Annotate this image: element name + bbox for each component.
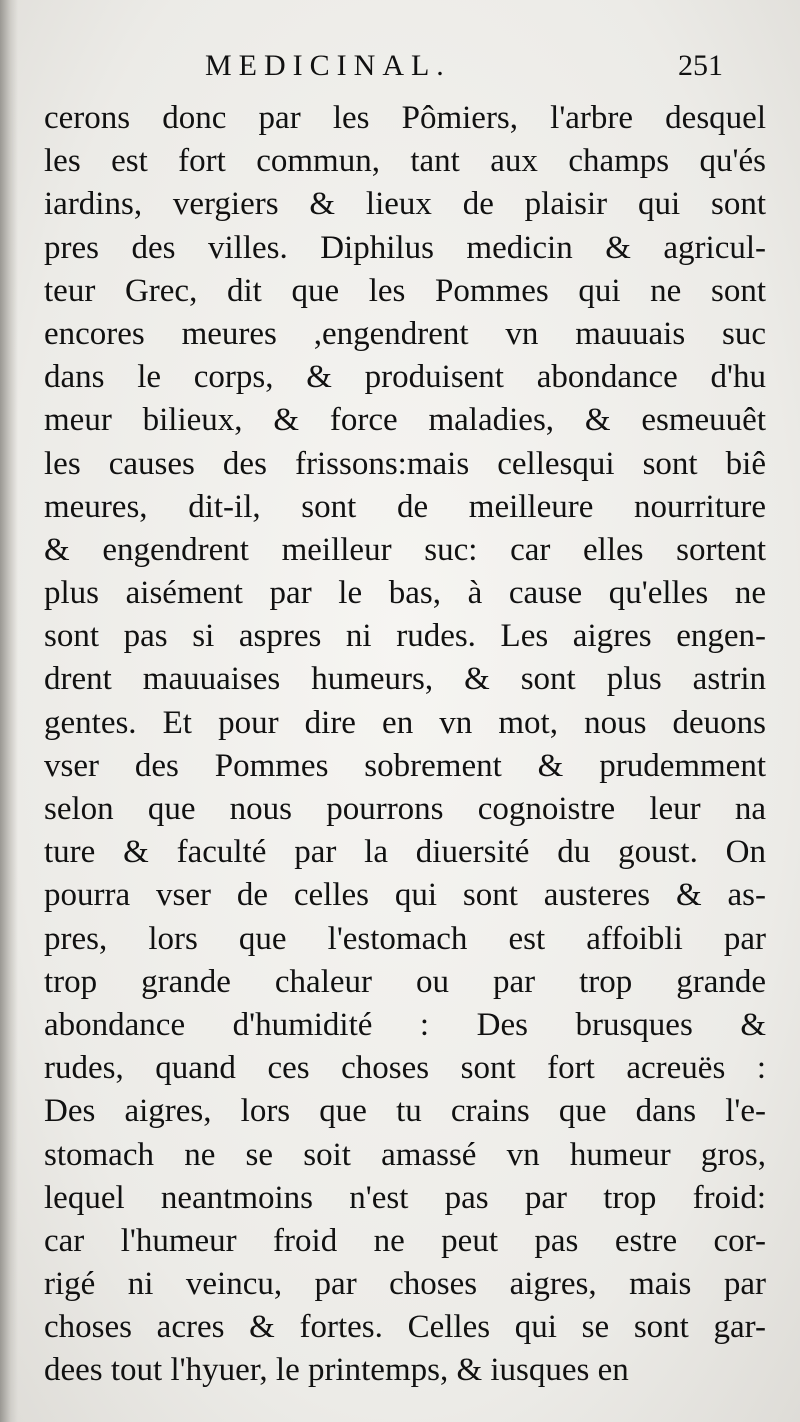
running-title: MEDICINAL. — [205, 49, 451, 82]
text-line: pourra vser de celles qui sont austeres & as- — [44, 877, 766, 914]
text-line: plus aisément par le bas, à cause qu'elles ne — [44, 575, 766, 612]
page-number: 251 — [678, 49, 723, 82]
text-line: & engendrent meilleur suc: car elles sortent — [44, 531, 766, 568]
text-line: selon que nous pourrons cognoistre leur na — [44, 791, 766, 827]
text-line: meur bilieux, & force maladies, & esmeuuêt — [44, 402, 766, 439]
text-line: cerons donc par les Pômiers, l'arbre desquel — [44, 100, 766, 136]
text-line: stomach ne se soit amassé vn humeur gros, — [44, 1136, 766, 1173]
text-line: teur Grec, dit que les Pommes qui ne sont — [44, 272, 766, 309]
text-line: lequel neantmoins n'est pas par trop froid: — [44, 1179, 766, 1216]
text-line: drent mauuaises humeurs, & sont plus astrin — [44, 661, 766, 698]
body-text — [44, 97, 766, 1393]
text-line: rigé ni veincu, par choses aigres, mais par — [44, 1266, 766, 1303]
text-line: les est fort commun, tant aux champs qu'és — [44, 143, 766, 180]
text-line: iardins, vergiers & lieux de plaisir qui sont — [44, 186, 766, 223]
text-line: meures, dit-il, sont de meilleure nourriture — [44, 488, 766, 525]
text-line: gentes. Et pour dire en vn mot, nous deuons — [44, 704, 766, 741]
text-line: pres, lors que l'estomach est affoibli par — [44, 920, 766, 957]
text-line: les causes des frissons:mais cellesqui sont biê — [44, 445, 766, 482]
text-line: sont pas si aspres ni rudes. Les aigres engen- — [44, 618, 766, 655]
page-header — [0, 46, 800, 96]
page-gutter-shadow — [0, 0, 18, 1422]
text-line: car l'humeur froid ne peut pas estre cor- — [44, 1222, 766, 1259]
text-line: trop grande chaleur ou par trop grande — [44, 963, 766, 1000]
text-line: ture & faculté par la diuersité du goust. On — [44, 834, 766, 871]
text-line: pres des villes. Diphilus medicin & agricul- — [44, 229, 766, 266]
text-line: vser des Pommes sobrement & prudemment — [44, 747, 766, 784]
text-line: dans le corps, & produisent abondance d'hu — [44, 359, 766, 396]
text-line: rudes, quand ces choses sont fort acreuës : — [44, 1050, 766, 1087]
text-line: abondance d'humidité : Des brusques & — [44, 1006, 766, 1043]
text-line: Des aigres, lors que tu crains que dans l'e- — [44, 1093, 766, 1130]
text-line: choses acres & fortes. Celles qui se sont gar- — [44, 1309, 766, 1346]
text-line: dees tout l'hyuer, le printemps, & iusques en — [44, 1352, 629, 1389]
text-line: encores meures ,engendrent vn mauuais suc — [44, 315, 766, 352]
